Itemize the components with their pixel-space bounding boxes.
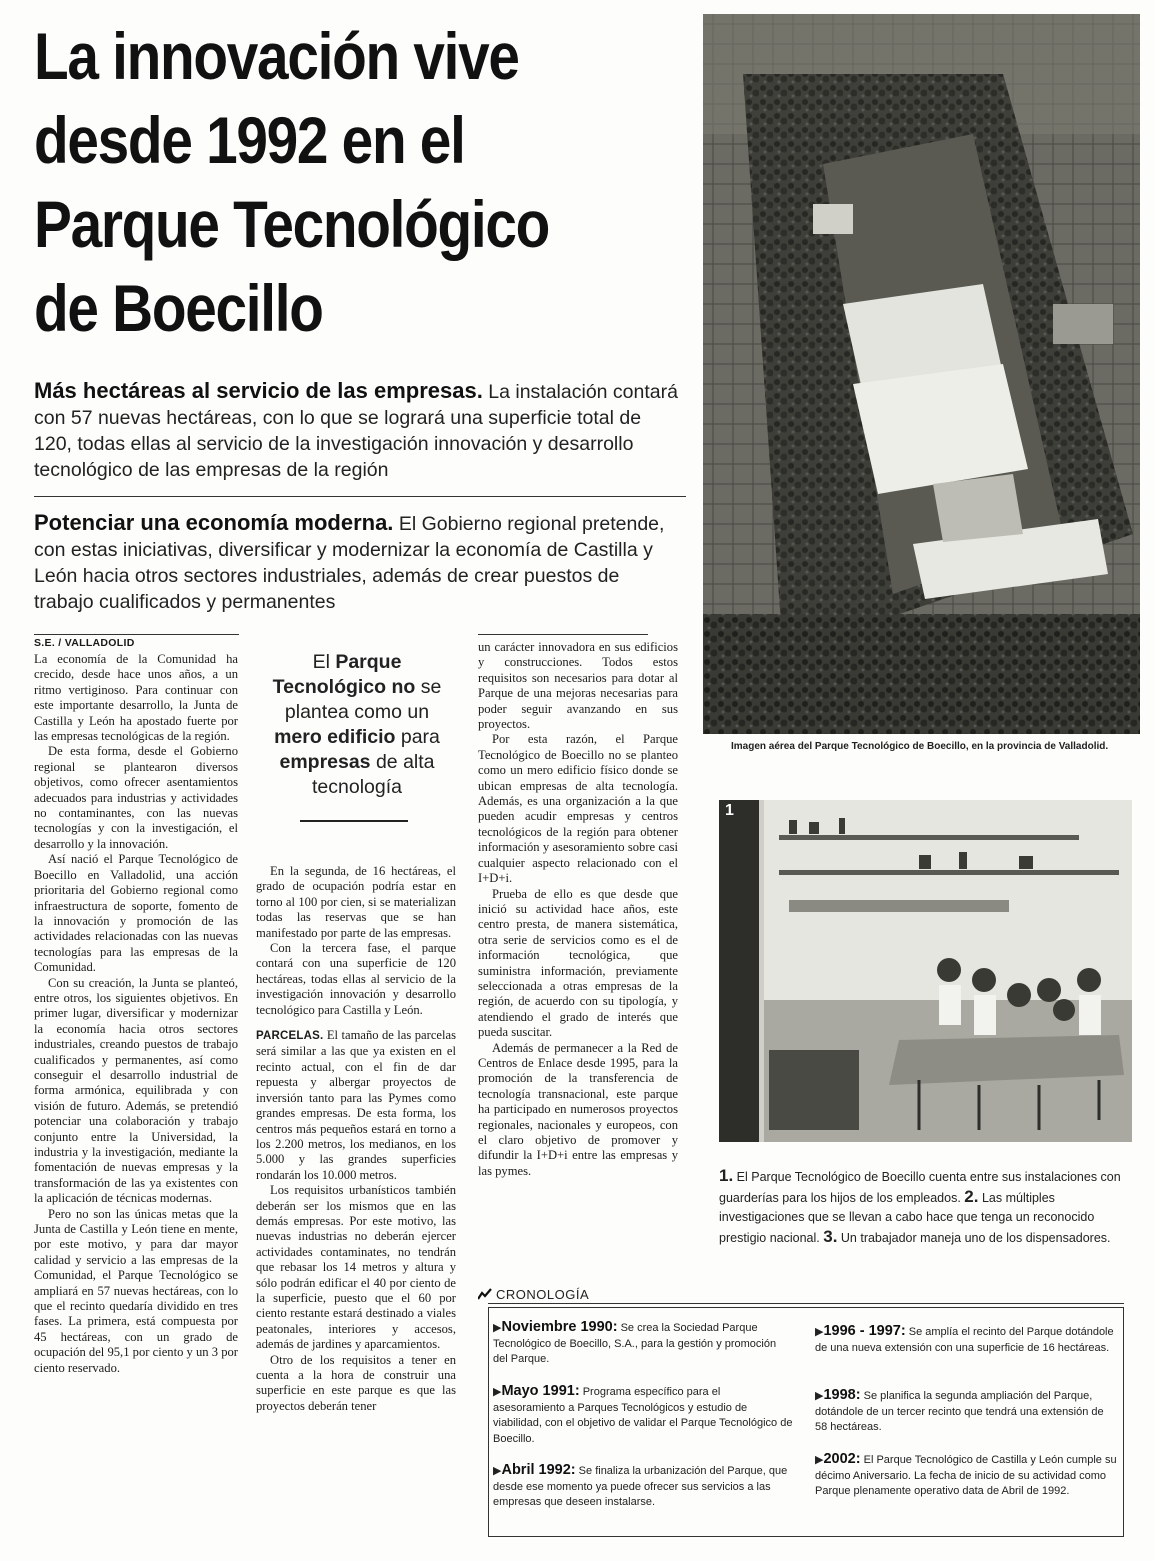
caption-number: 2.: [964, 1187, 979, 1206]
chronology-date: 1998:: [823, 1387, 861, 1403]
caption-number: 1.: [719, 1166, 734, 1185]
paragraph-text: El tamaño de las parcelas será similar a las que ya existen en el recinto actual, con el fin de dar repuesta y albergar proyectos de inversión tanto para las Pymes como grandes empresas. De esta forma, los centros más pequeños estará en torno a los 2.200 metros, los medianos, en los 5.000 y las grandes superficies rondarán los 10.000 metros.: [256, 1028, 456, 1182]
deck-divider: [34, 496, 686, 497]
deck-hectareas-text: La instalación contará con 57 nuevas hectáreas, con lo que se logrará una superficie total de 120, todas ellas al servicio de la investigación innovación y desarrollo tecnológico de las empresas de la región: [34, 381, 678, 481]
deck-hectareas: [34, 378, 684, 483]
chronology-date: Noviembre 1990:: [501, 1319, 618, 1335]
pull-quote-text: para: [395, 726, 440, 748]
deck-economia-text: El Gobierno regional pretende, con estas iniciativas, diversificar y modernizar la economía de Castilla y León hacia otros sectores industriales, además de crear puestos de trabajo cualificados y permanentes: [34, 513, 665, 613]
paragraph: Otro de los requisitos a tener en cuenta a la hora de construir una superficie en este parque es que las proyectos deberán tener: [256, 1352, 456, 1413]
paragraph: Así nació el Parque Tecnológico de Boecillo en Valladolid, una acción prioritaria del Gobierno regional como infraestructura de soporte, fomento de la innovación y promoción de las actividades relacionadas con las nuevas tecnologías para las empresas de la Comunidad.: [34, 852, 238, 975]
chronology-text: Se planifica la segunda ampliación del Parque, dotándole de un tercer recinto que tendrá una extensión de 58 hectáreas.: [815, 1390, 1104, 1434]
pull-quote: [262, 650, 452, 800]
chronology-item: [493, 1463, 793, 1511]
paragraph: Los requisitos urbanísticos también deberán ser los mismos que en las demás empresas. Por este motivo, las nuevas industrias no deberán ejercer actividades contaminates, no tendrán que rebasar los 14 metros y altura y sólo podrán edificar el 40 por ciento de la superficie, puesto que el 60 por ciento restante estará destinado a viales peatonales, interiores y accesos, además de jardines y aparcamientos.: [256, 1183, 456, 1352]
photo-number: 1: [725, 802, 734, 819]
caption-text: Las múltiples investigaciones que se llevan a cabo hace que tenga un reconocido prestigio nacional.: [719, 1191, 1095, 1245]
article-column-2: [256, 864, 456, 1414]
arrow-icon: ▶: [815, 1454, 824, 1466]
pull-quote-rule: [300, 820, 408, 822]
chronology-rule: [488, 1303, 1124, 1304]
caption-text: El Parque Tecnológico de Boecillo cuenta entre sus instalaciones con guarderías para los hijos de los empleados.: [719, 1170, 1121, 1205]
subhead-parcelas: PARCELAS.: [256, 1030, 324, 1043]
photos-caption: [719, 1166, 1125, 1248]
caption-text: Un trabajador maneja uno de los dispensadores.: [837, 1231, 1111, 1245]
chronology-text: Programa específico para el asesoramiento a Parques Tecnológicos y estudio de viabilidad, con el objetivo de validar el Parque Tecnológico de Boecillo.: [493, 1386, 793, 1445]
paragraph: La economía de la Comunidad ha crecido, desde hace unos años, a un ritmo vertiginoso. Para continuar con este importante desarrollo, la Junta de Castilla y León ha apostado fuerte por las empresas tecnológicas de la región.: [34, 652, 238, 744]
paragraph: De esta forma, desde el Gobierno regional se plantearon diversos objetivos, como ofrecer asentamientos adecuados para industrias y actividades no contaminantes, con las nuevas tecnologías y con la investigación, el desarrollo y la innovación.: [34, 744, 238, 851]
pull-quote-bold: empresas: [279, 751, 371, 773]
chronology-text: Se amplía el recinto del Parque dotándole de una nueva extensión con una superficie de 16 hectáreas.: [815, 1326, 1114, 1354]
paragraph: Pero no son las únicas metas que la Junta de Castilla y León tiene en mente, por este motivo, y para dar mayor calidad y servicio a las empresas de la Comunidad, el Parque Tecnológico se ampliará en 57 nuevas hectáreas, con lo que el recinto quedaría dividido en tres fases. La primera, está compuesta por 45 hectáreas, con un grado de ocupación del 95,1 por ciento y un 3 por ciento reservado.: [34, 1206, 238, 1375]
headline: La innovación vive desde 1992 en el Parque Tecnológico de Boecillo: [34, 19, 550, 345]
paragraph: Con su creación, la Junta se planteó, entre otros, los siguientes objetivos. En primer lugar, diversificar y modernizar la economía hacia otros sectores industriales, creando puestos de trabajo cualificados y permanentes, así como conseguir el desarrollo industrial de forma armónica, equilibrada y con visión de futuro. Además, se pretendió potenciar una colaboración y trabajo conjunto entre la Universidad, la industria y la investigación, mediante la fomentación de nuevas empresas y la transformación de las ya existentes con la aplicación de técnicas modernas.: [34, 975, 238, 1206]
daycare-photo: [719, 800, 1132, 1142]
chronology-item: [815, 1388, 1117, 1436]
aerial-photo: [703, 14, 1140, 734]
arrow-icon: ▶: [493, 1322, 502, 1334]
pull-quote-text: de alta tecnología: [312, 751, 435, 798]
paragraph: un carácter innovadora en sus edificios y construcciones. Todos estos requisitos son necesarios para dotar al Parque de una mejoras necesarias para poder seguir avanzando en sus proyectos.: [478, 640, 678, 732]
pull-quote-bold: Parque Tecnológico no: [272, 651, 416, 698]
pull-quote-text: El: [312, 651, 336, 673]
pull-quote-bold: mero edificio: [274, 726, 396, 748]
chronology-item: [493, 1320, 793, 1368]
aerial-photo-image: [703, 14, 1140, 734]
article-column-3: [478, 640, 678, 1179]
col3-top-rule: [478, 634, 648, 635]
chronology-text: Se finaliza la urbanización del Parque, que desde ese momento ya puede ofrecer sus servicios a las empresas que deseen instalarse.: [493, 1465, 788, 1509]
chronology-item: [815, 1324, 1117, 1356]
byline-rule: [34, 634, 239, 635]
chronology-date: Abril 1992:: [501, 1462, 576, 1478]
chronology-item: [815, 1452, 1117, 1500]
chronology-date: 2002:: [823, 1451, 861, 1467]
chronology-text: Se crea la Sociedad Parque Tecnológico de Boecillo, S.A., para la gestión y promoción del Parque.: [493, 1322, 777, 1366]
aerial-photo-caption: Imagen aérea del Parque Tecnológico de Boecillo, en la provincia de Valladolid.: [731, 741, 1109, 752]
arrow-icon: ▶: [493, 1465, 502, 1477]
paragraph: Con la tercera fase, el parque contará con una superficie de 120 hectáreas, todas ellas al servicio de la investigación innovación y desarrollo tecnológico para Castilla y León.: [256, 941, 456, 1017]
arrow-icon: ▶: [815, 1326, 824, 1338]
paragraph: En la segunda, de 16 hectáreas, el grado de ocupación podría estar en torno al 100 por cien, si se materializan todas las reservas que se han manifestado por parte de las empresas.: [256, 864, 456, 940]
arrow-icon: ▶: [815, 1390, 824, 1402]
pull-quote-text: se plantea como un: [284, 676, 442, 723]
chronology-item: [493, 1384, 793, 1447]
chronology-icon: [478, 1288, 492, 1300]
paragraph: Prueba de ello es que desde que inició su actividad hace años, este centro presta, de manera sistemática, otra serie de servicios como es el de información tecnológica, que suministra información, previamente seleccionada a otras empresas de la región, de acuerdo con su tipología, y atendiendo el grado de interés que pueda suscitar.: [478, 886, 678, 1040]
chronology-title: CRONOLOGÍA: [496, 1287, 590, 1302]
byline: S.E. / VALLADOLID: [34, 637, 135, 649]
deck-economia: [34, 510, 684, 615]
paragraph: Además de permanecer a la Red de Centros de Enlace desde 1995, para la promoción de la transferencia de tecnología transnacional, este parque ha participado en numerosos proyectos regionales, nacionales y europeos, con el claro objetivo de promover y difundir la I+D+i entre las empresas y las pymes.: [478, 1040, 678, 1178]
paragraph: Por esta razón, el Parque Tecnológico de Boecillo no se planteo como un mero edificio físico donde se ubican empresas de alta tecnología. Además, es una organización a la que pueden acudir empresas y centros tecnológicos de la región para obtener información y asesoramiento sobre casi cualquier aspecto relacionado con el I+D+i.: [478, 732, 678, 886]
article-column-1: [34, 652, 238, 1376]
deck-hectareas-lead: Más hectáreas al servicio de las empresas.: [34, 378, 483, 403]
chronology-text: El Parque Tecnológico de Castilla y León cumple su décimo Aniversario. La fecha de inicio de su actividad como Parque plenamente operativo data de Abril de 1992.: [815, 1454, 1117, 1498]
deck-economia-lead: Potenciar una economía moderna.: [34, 510, 394, 535]
chronology-date: 1996 - 1997:: [823, 1323, 906, 1339]
arrow-icon: ▶: [493, 1386, 502, 1398]
paragraph-parcelas: [256, 1028, 456, 1183]
caption-number: 3.: [823, 1227, 838, 1246]
daycare-photo-image: [719, 800, 1132, 1142]
chronology-date: Mayo 1991:: [501, 1383, 580, 1399]
chronology-header: [478, 1287, 589, 1302]
